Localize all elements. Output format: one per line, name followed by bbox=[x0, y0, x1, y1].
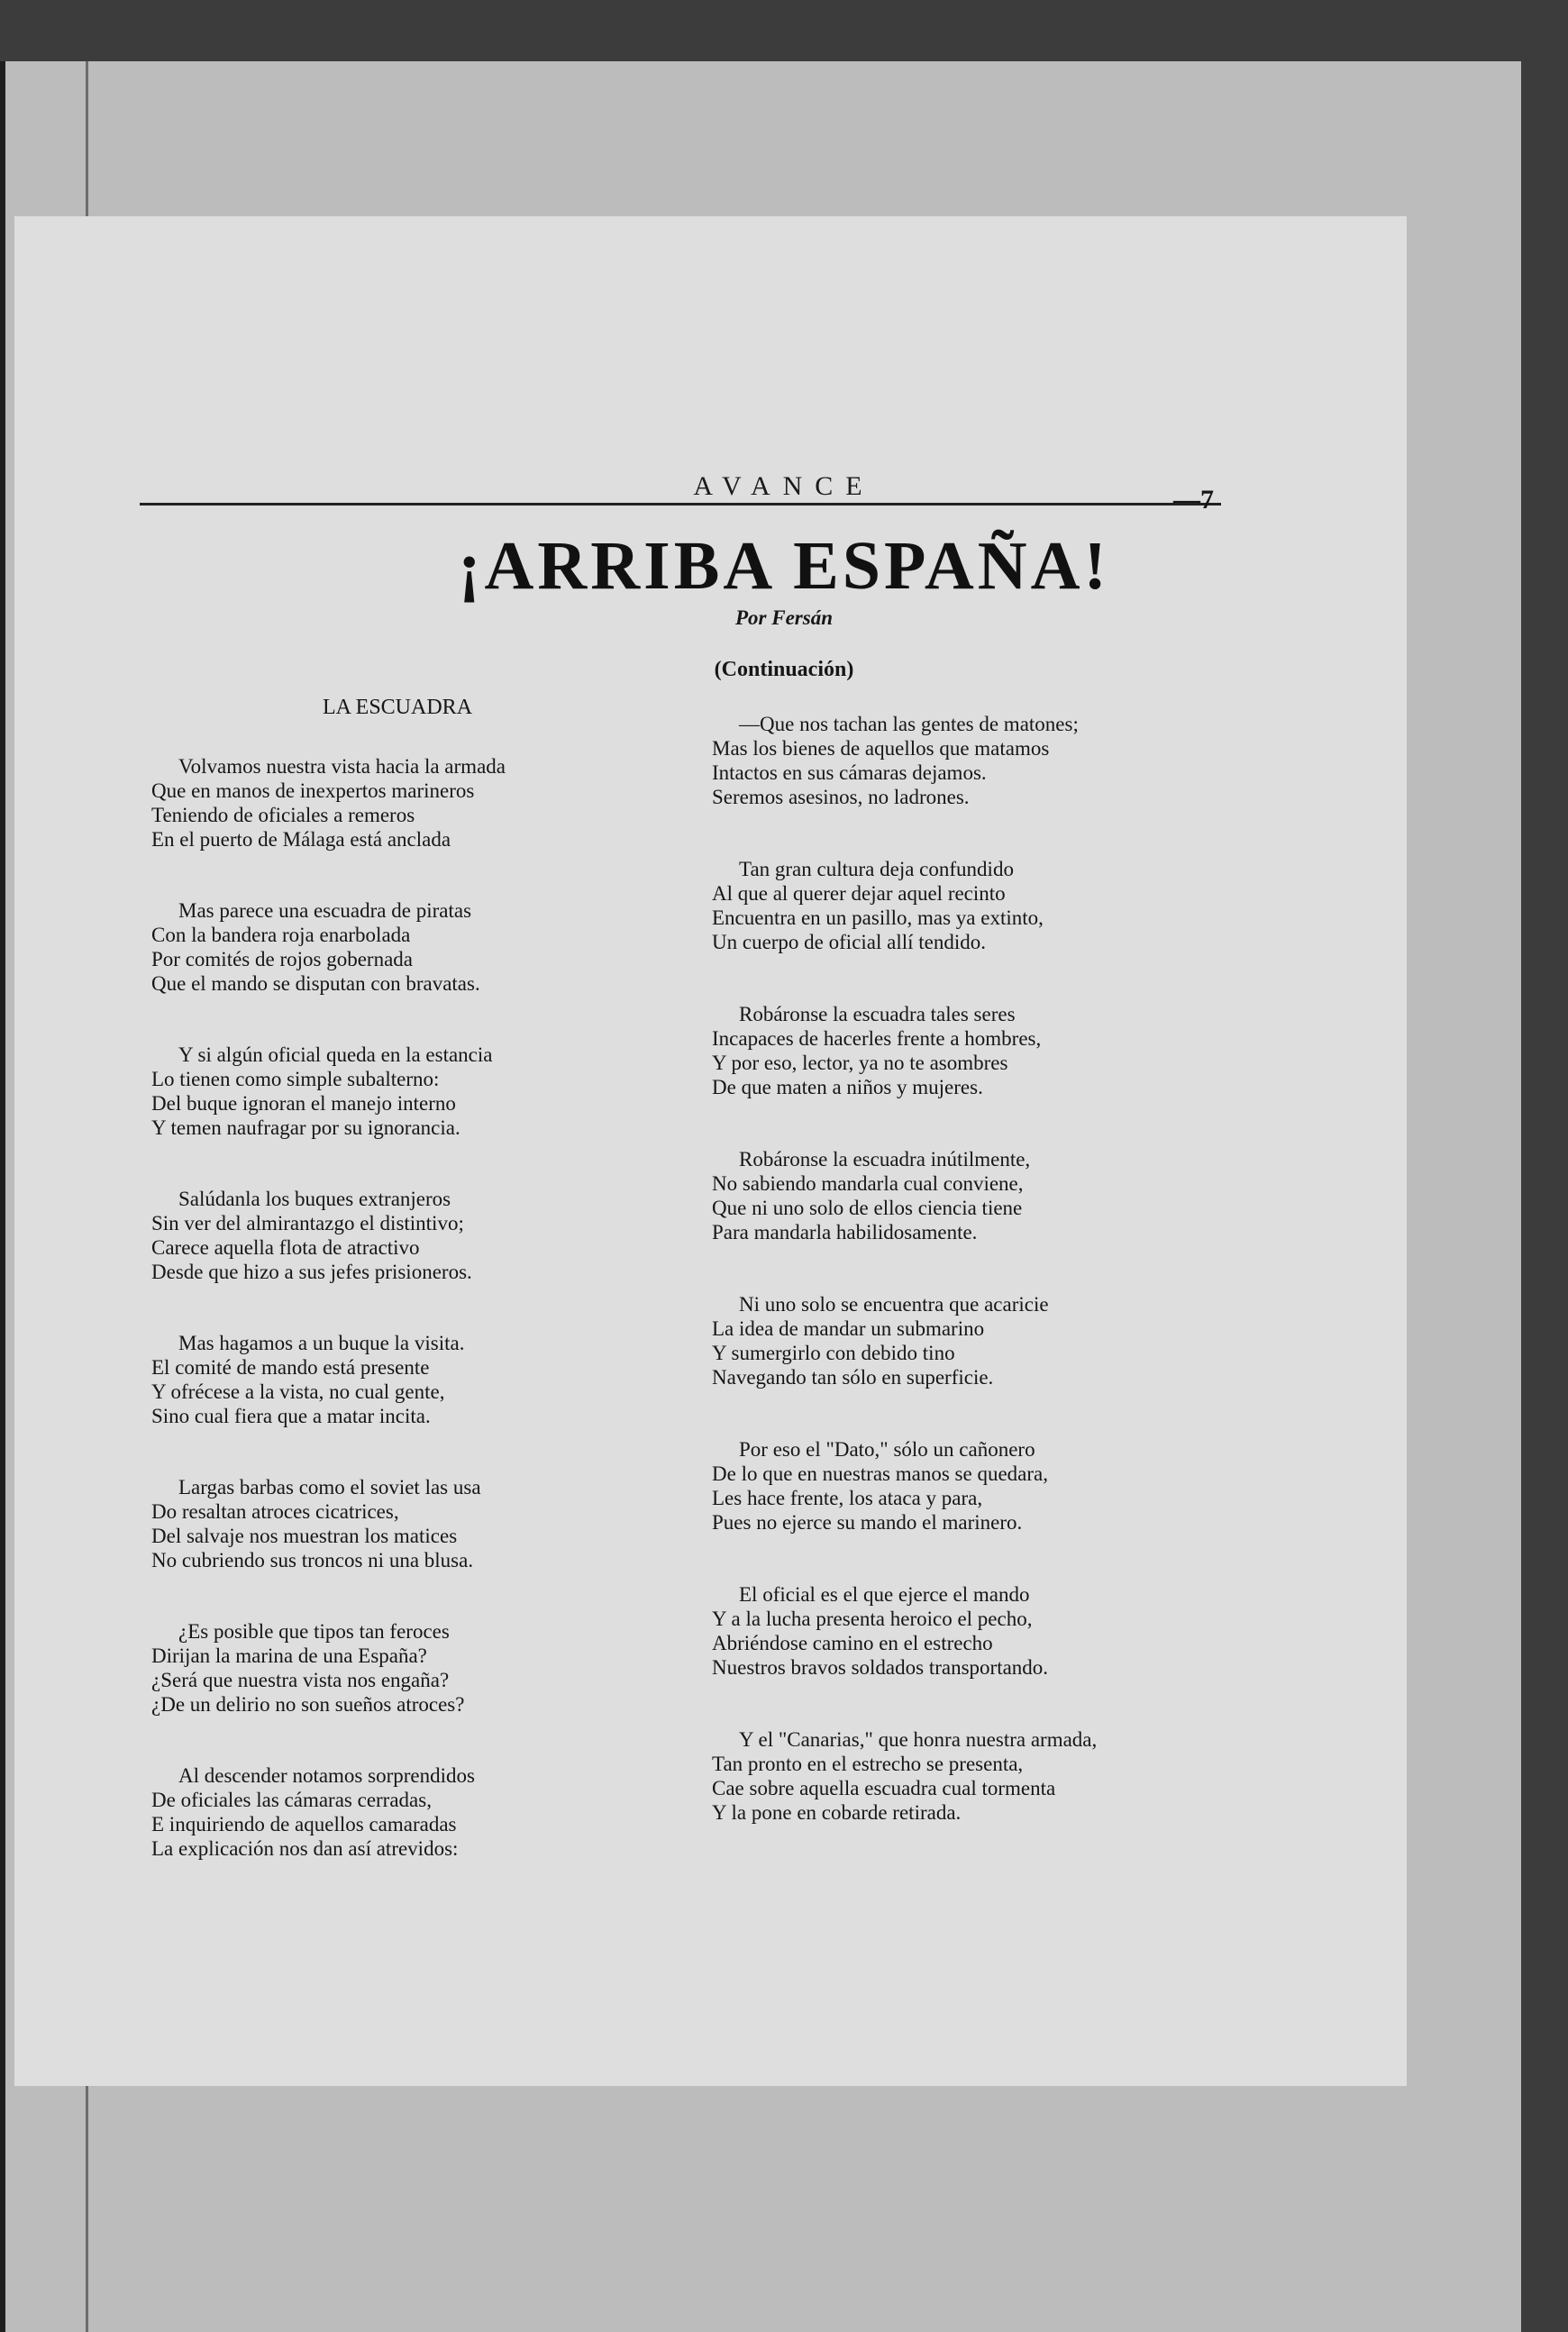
verse-line: Les hace frente, los ataca y para, bbox=[712, 1487, 983, 1509]
verse-line: No cubriendo sus troncos ni una blusa. bbox=[151, 1549, 474, 1571]
verse-line: Pues no ejerce su mando el marinero. bbox=[712, 1511, 1023, 1534]
verse-line: Y temen naufragar por su ignorancia. bbox=[151, 1116, 460, 1139]
verse-line: Sino cual fiera que a matar incita. bbox=[151, 1405, 431, 1427]
verse-line: La explicación nos dan así atrevidos: bbox=[151, 1837, 459, 1860]
verse-line: De lo que en nuestras manos se quedara, bbox=[712, 1462, 1048, 1485]
verse-line: Y a la lucha presenta heroico el pecho, bbox=[712, 1608, 1033, 1630]
byline: Por Fersán bbox=[735, 606, 833, 629]
left-column bbox=[151, 696, 620, 1908]
verse-line: Encuentra en un pasillo, mas ya extinto, bbox=[712, 906, 1044, 929]
verse-line: No sabiendo mandarla cual conviene, bbox=[712, 1172, 1024, 1195]
verse-line: Teniendo de oficiales a remeros bbox=[151, 804, 415, 826]
verse-line: Por comités de rojos gobernada bbox=[151, 948, 413, 970]
verse-line: Un cuerpo de oficial allí tendido. bbox=[712, 931, 987, 953]
stanza bbox=[712, 1292, 1217, 1389]
verse-line: La idea de mandar un submarino bbox=[712, 1317, 985, 1340]
verse-line: Abriéndose camino en el estrecho bbox=[712, 1632, 993, 1654]
stanza bbox=[712, 1002, 1217, 1099]
verse-line: Cae sobre aquella escuadra cual tormenta bbox=[712, 1777, 1056, 1799]
stanza bbox=[151, 754, 620, 852]
verse-line: Tan gran cultura deja confundido bbox=[739, 858, 1014, 880]
right-stanzas bbox=[712, 712, 1217, 1825]
verse-line: —Que nos tachan las gentes de matones; bbox=[739, 713, 1079, 735]
stanza bbox=[712, 1582, 1217, 1680]
page-number: —7 bbox=[1173, 485, 1214, 515]
stanza bbox=[151, 1187, 620, 1284]
verse-line: Tan pronto en el estrecho se presenta, bbox=[712, 1753, 1024, 1775]
verse-line: ¿De un delirio no son sueños atroces? bbox=[151, 1693, 465, 1716]
verse-line: El comité de mando está presente bbox=[151, 1356, 430, 1379]
verse-line: De oficiales las cámaras cerradas, bbox=[151, 1789, 432, 1811]
right-column bbox=[712, 712, 1217, 1872]
stanza bbox=[151, 898, 620, 996]
left-stanzas bbox=[151, 754, 620, 1861]
verse-line: Del salvaje nos muestran los matices bbox=[151, 1525, 458, 1547]
masthead: AVANCE bbox=[693, 471, 875, 501]
verse-line: Carece aquella flota de atractivo bbox=[151, 1236, 420, 1259]
stanza bbox=[712, 1727, 1217, 1825]
section-heading: LA ESCUADRA bbox=[323, 696, 473, 719]
verse-line: Seremos asesinos, no ladrones. bbox=[712, 786, 970, 808]
stanza bbox=[151, 1043, 620, 1140]
poem-title: ¡ARRIBA ESPAÑA! bbox=[458, 528, 1110, 604]
verse-line: Salúdanla los buques extranjeros bbox=[178, 1188, 451, 1210]
verse-line: Intactos en sus cámaras dejamos. bbox=[712, 761, 987, 784]
verse-line: E inquiriendo de aquellos camaradas bbox=[151, 1813, 457, 1836]
verse-line: Y sumergirlo con debido tino bbox=[712, 1342, 955, 1364]
verse-line: Incapaces de hacerles frente a hombres, bbox=[712, 1027, 1042, 1050]
masthead-rule bbox=[140, 503, 1221, 506]
verse-line: Y el "Canarias," que honra nuestra armada, bbox=[739, 1728, 1098, 1751]
stanza bbox=[712, 712, 1217, 809]
verse-line: Mas parece una escuadra de piratas bbox=[178, 899, 472, 922]
verse-line: Con la bandera roja enarbolada bbox=[151, 924, 411, 946]
stanza bbox=[712, 1437, 1217, 1535]
stanza bbox=[151, 1331, 620, 1428]
verse-line: Y la pone en cobarde retirada. bbox=[712, 1801, 962, 1824]
verse-line: Al que al querer dejar aquel recinto bbox=[712, 882, 1006, 905]
verse-line: Largas barbas como el soviet las usa bbox=[178, 1476, 481, 1498]
verse-line: Que en manos de inexpertos marineros bbox=[151, 779, 475, 802]
verse-line: Dirijan la marina de una España? bbox=[151, 1644, 427, 1667]
verse-line: Que ni uno solo de ellos ciencia tiene bbox=[712, 1197, 1023, 1219]
verse-line: Que el mando se disputan con bravatas. bbox=[151, 972, 480, 995]
verse-line: Del buque ignoran el manejo interno bbox=[151, 1092, 456, 1115]
verse-line: Al descender notamos sorprendidos bbox=[178, 1764, 475, 1787]
verse-line: En el puerto de Málaga está anclada bbox=[151, 828, 451, 851]
verse-line: Robáronse la escuadra tales seres bbox=[739, 1003, 1016, 1025]
verse-line: Do resaltan atroces cicatrices, bbox=[151, 1500, 399, 1523]
continuation-note: (Continuación) bbox=[714, 658, 854, 681]
verse-line: Mas los bienes de aquellos que matamos bbox=[712, 737, 1050, 760]
verse-line: Navegando tan sólo en superficie. bbox=[712, 1366, 994, 1389]
stanza bbox=[712, 1147, 1217, 1244]
verse-line: Y si algún oficial queda en la estancia bbox=[178, 1043, 493, 1066]
verse-line: Desde que hizo a sus jefes prisioneros. bbox=[151, 1261, 472, 1283]
verse-line: De que maten a niños y mujeres. bbox=[712, 1076, 983, 1098]
verse-line: Robáronse la escuadra inútilmente, bbox=[739, 1148, 1031, 1171]
verse-line: Nuestros bravos soldados transportando. bbox=[712, 1656, 1049, 1679]
verse-line: Y ofrécese a la vista, no cual gente, bbox=[151, 1380, 445, 1403]
verse-line: ¿Será que nuestra vista nos engaña? bbox=[151, 1669, 450, 1691]
verse-line: Por eso el "Dato," sólo un cañonero bbox=[739, 1438, 1035, 1461]
stanza bbox=[151, 1475, 620, 1572]
verse-line: Y por eso, lector, ya no te asombres bbox=[712, 1052, 1008, 1074]
stanza bbox=[712, 857, 1217, 954]
verse-line: Sin ver del almirantazgo el distintivo; bbox=[151, 1212, 464, 1234]
verse-line: Para mandarla habilidosamente. bbox=[712, 1221, 978, 1243]
verse-line: El oficial es el que ejerce el mando bbox=[739, 1583, 1030, 1606]
verse-line: Ni uno solo se encuentra que acaricie bbox=[739, 1293, 1049, 1316]
verse-line: Volvamos nuestra vista hacia la armada bbox=[178, 755, 506, 778]
stanza bbox=[151, 1619, 620, 1717]
verse-line: ¿Es posible que tipos tan feroces bbox=[178, 1620, 450, 1643]
verse-line: Mas hagamos a un buque la visita. bbox=[178, 1332, 465, 1354]
verse-line: Lo tienen como simple subalterno: bbox=[151, 1068, 440, 1090]
stanza bbox=[151, 1763, 620, 1861]
